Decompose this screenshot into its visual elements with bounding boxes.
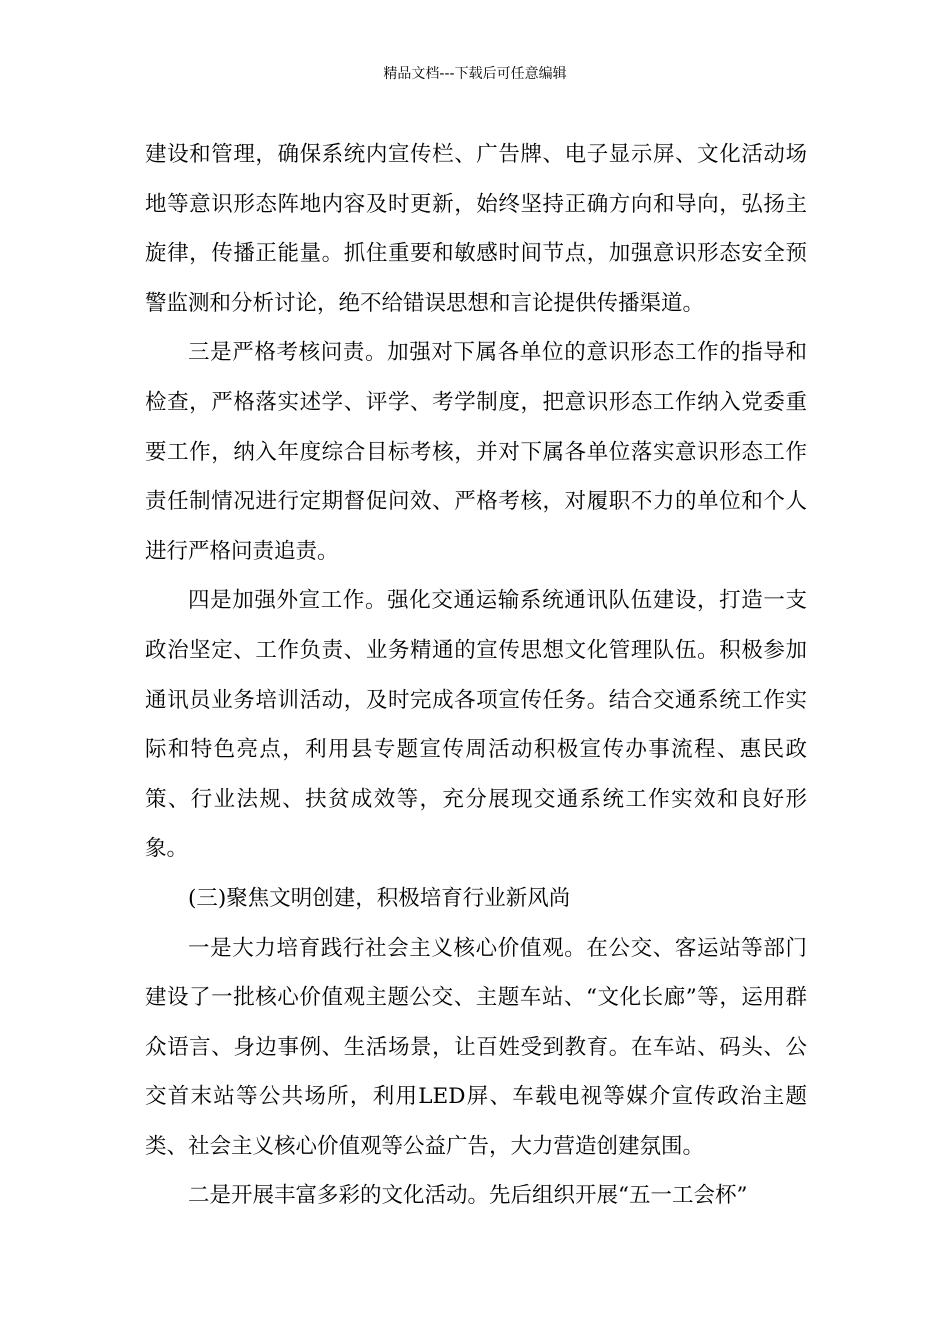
paragraph-3: 四是加强外宣工作。强化交通运输系统通讯队伍建设，打造一支政治坚定、工作负责、业务精通的宣传思想文化管理队伍。积极参加通讯员业务培训活动，及时完成各项宣传任务。结合交通系统工作实际和特色亮点，利用县专题宣传周活动积极宣传办事流程、惠民政策、行业法规、扶贫成效等，充分展现交通系统工作实效和良好形象。 — [145, 588, 807, 862]
section-heading: (三)聚焦文明创建，积极培育行业新风尚 — [188, 885, 571, 911]
paragraph-2: 三是严格考核问责。加强对下属各单位的意识形态工作的指导和检查，严格落实述学、评学、考学制度，把意识形态工作纳入党委重要工作，纳入年度综合目标考核，并对下属各单位落实意识形态工作责任制情况进行定期督促问效、严格考核，对履职不力的单位和个人进行严格问责追责。 — [145, 340, 807, 564]
document-body — [145, 130, 807, 1221]
paragraph-4: 一是大力培育践行社会主义核心价值观。在公交、客运站等部门建设了一批核心价值观主题公交、主题车站、“文化长廊”等，运用群众语言、身边事例、生活场景，让百姓受到教育。在车站、码头、公交首末站等公共场所，利用LED屏、车载电视等媒介宣传政治主题类、社会主义核心价值观等公益广告，大力营造创建氛围。 — [145, 935, 807, 1159]
paragraph-5: 二是开展丰富多彩的文化活动。先后组织开展“五一工会杯” — [188, 1183, 748, 1209]
paragraph-1: 建设和管理，确保系统内宣传栏、广告牌、电子显示屏、文化活动场地等意识形态阵地内容及时更新，始终坚持正确方向和导向，弘扬主旋律，传播正能量。抓住重要和敏感时间节点，加强意识形态安全预警监测和分析讨论，绝不给错误思想和言论提供传播渠道。 — [145, 142, 807, 316]
page-header: 精品文档---下载后可任意编辑 — [383, 66, 567, 82]
